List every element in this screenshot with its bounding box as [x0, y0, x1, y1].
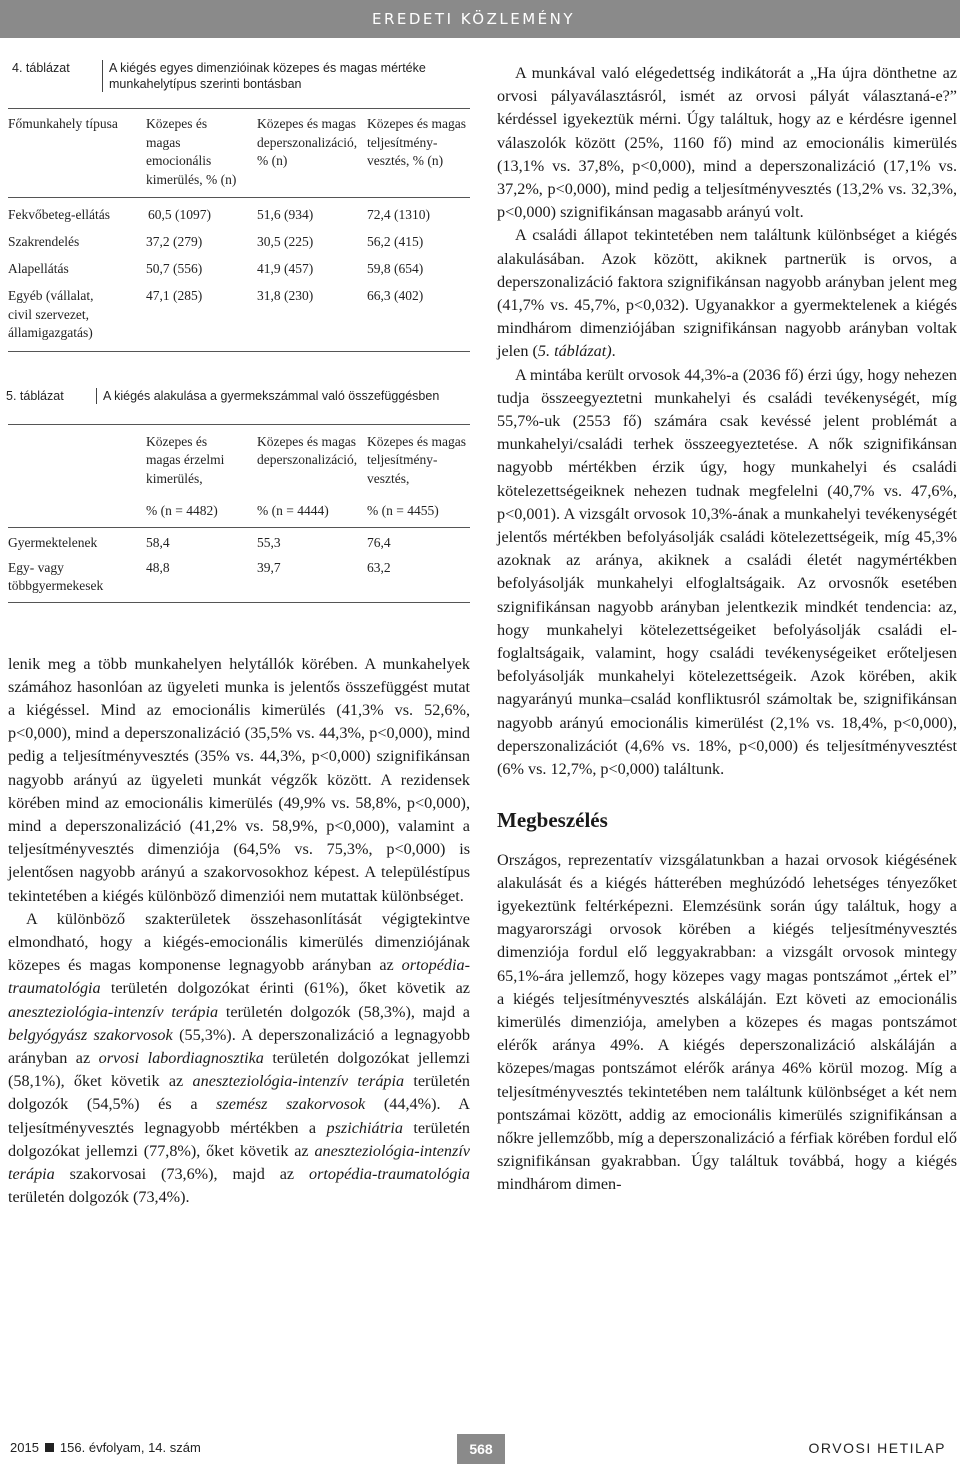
left-body-text	[8, 653, 470, 1210]
table4-header-cell: Közepes és magas teljesítményvesztés, % (n)	[367, 116, 466, 168]
italic-term: szemész szakorvosok	[216, 1095, 366, 1114]
table5-caption-text: A kiégés alakulása a gyermekszámmal való összefüggésben	[96, 388, 470, 404]
paragraph: A munkával való elégedettség indikátorát a „Ha újra dönthetne az orvosi pályaválasztásról, ismét az orvosi pályát választaná-e?” kérdéssel igyekeztük mérni. Úgy találtuk, hogy az e kérdésre igennel válaszolók között (25%, 1160 fő) mind az emocionális kimerülés (13,1% vs. 37,8%, p<0,000), mind a deperszonalizáció (17,1% vs. 37,2%, p<0,000), mind pedig a teljesítményvesztés (13,2% vs. 32,3%, p<0,000) szignifikánsan magasabb arányú volt.	[497, 64, 957, 222]
table4-caption-text: A kiégés egyes dimenzióinak közepes és magas mértéke munkahelytípus szerinti bontásban	[102, 60, 470, 92]
section-heading: Megbeszélés	[497, 808, 608, 833]
paragraph	[497, 224, 957, 363]
paragraph: A mintába került orvosok 44,3%-a (2036 fő) érzi úgy, hogy nehezen tudja összeegyeztetni munkahelyi és családi tevékenységét, míg 55,7%-uk (2553 fő) számára csak kevéssé jelent problémát a munkahelyi/családi terhek összeegyeztetése. A nők szignifikánsan nagyobb mértékben érzik úgy, hogy munkahelyi és családi kötelezettségeiknek nehezen tudnak megfelelni (40,7% vs. 47,6%, p<0,001). A vizsgált orvosok 10,3%-ának a munkahelyi tevékenységét jelentős mértékben befolyásolják családi kötelezettségeik, míg 45,3% azoknak az aránya, akiknek a családi életét nagymértékben befolyásolják munkahelyi elfoglaltságaik. Az orvosnők esetében szignifikánsan nagyobb arányban jelentkezik mindkét tendencia: az, hogy munkahelyi kötelezettségeiket befolyásolják családi elfoglaltságaik, valamint, hogy családi tevékenységeiket erőteljesen befolyásolják munkahelyi kötelezettségeik. Azok körében, akik nagyarányú munka–család konfliktusról számoltak be, szignifikánsan nagyobb arányú emocionális kimerülést (2,1% vs. 18,4%, p<0,000), deperszonalizációt (4,6% vs. 18%, p<0,000) és teljesítményvesztést (6% vs. 12,7%, p<0,000) találtunk.	[497, 365, 957, 779]
text-span: területén dolgozók (54,5%) és a	[8, 1072, 471, 1114]
table5-cell: 55,3	[257, 534, 281, 550]
table5-n-cell: % (n = 4482)	[146, 503, 218, 518]
section-header	[0, 0, 960, 38]
table5-cell: 76,4	[367, 534, 391, 550]
text-span: A családi állapot tekintetében nem találtunk különbséget a kiégés alakulásában. Azok között, akiknek partnerük is orvos, a deperszonalizáció faktora szignifikánsan nagyobb arányban jelent meg (41,7% vs. 45,7%, p<0,032). Ugyanakkor a gyermektelenek a kiégés mindhárom dimenziójában szignifikánsan nagyobb arányban voltak jelen (	[497, 226, 957, 361]
italic-term: ortopédia-traumatológia	[309, 1164, 470, 1183]
italic-term: orvosi labordiagnosztika	[98, 1048, 264, 1067]
text-span: területén dolgozókat jellemzi (58,1%), őket követik az	[8, 1048, 470, 1091]
paragraph: Országos, reprezentatív vizsgálatunkban a hazai orvosok kiégésének alakulását és a kiégés hátterében meghúzódó lehetséges tényezőket igyekeztünk feltérképezni. Elemzésünk során úgy találtuk, hogy a magyarországi orvosok körében a kiégés teljesítményvesztés dimenziója fordul elő leggyakrabban: a vizsgált orvosok mintegy 65,1%-ára jellemző, hogy közepes vagy magas pontszámot „értek el” a kiégés teljesítményvesztés alskáláján. Ezt követi az emocionális kimerülés dimenziója, amelyben a közepes és magas pontszámot elérők aránya 49%. A kiégés deperszonalizáció alskáláján a közepes/magas pontszámot elérők aránya 46% körül mozog. Míg a teljesítményvesztés tekintetében nem találtunk különbséget a két nem pontszámai között, addig az emocionális kimerülés szignifikánsan a nőkre jellemzőbb, míg a deperszonalizáció a férfiak körében fordul elő szignifikánsan gyakrabban. Úgy találtuk továbbá, hogy a kiégés mindhárom dimen-	[497, 850, 957, 1194]
table5-number: 5. táblázat	[6, 388, 64, 403]
paragraph	[8, 908, 470, 1210]
table4-cell: Egyéb (vállalat, civil szervezet, államigazgatás)	[8, 288, 94, 340]
page-footer	[0, 1434, 960, 1464]
table5-bottom-rule	[8, 602, 470, 603]
text-span: (55,3%). A deperszonalizáció a legnagyobb arányban az	[8, 1025, 470, 1067]
table4-cell: 41,9 (457)	[257, 261, 314, 276]
table4-cell: Fekvőbeteg-ellátás	[8, 207, 110, 222]
table4-cell: 60,5 (1097)	[148, 207, 211, 222]
footer-year: 2015	[10, 1440, 39, 1455]
table4-cell: 47,1 (285)	[146, 288, 203, 303]
table4	[8, 108, 470, 352]
table5-n-row	[8, 488, 470, 527]
table5-cell: 48,8	[146, 559, 170, 575]
table4-header-cell: Főmunkahely típusa	[8, 116, 118, 131]
text-span: területén dolgozók (58,3%), majd a	[218, 1002, 470, 1021]
square-bullet-icon	[45, 1443, 54, 1452]
italic-term: ortopédia-traumatológia	[8, 956, 470, 998]
table-row	[8, 198, 470, 233]
table4-cell: 51,6 (934)	[257, 207, 314, 222]
section-header-title: EREDETI KÖZLEMÉNY	[372, 10, 575, 28]
table5-n-cell	[8, 502, 146, 521]
table4-cell: Alapellátás	[8, 261, 69, 276]
table-row	[8, 528, 470, 559]
table-row	[8, 287, 470, 351]
text-span: .	[611, 342, 616, 361]
table5-header-cell: Közepes és magas teljesítményvesztés,	[367, 433, 466, 486]
table5-cell: 58,4	[146, 534, 170, 550]
table4-header-row	[8, 109, 470, 197]
table5-header-cell	[8, 433, 146, 489]
table4-cell: 31,8 (230)	[257, 288, 314, 303]
text-span: területén dolgozókat érinti (61%), őket követik az	[100, 979, 470, 998]
table5-header-cell: Közepes és magas érzelmi kimerülés,	[146, 433, 225, 486]
table4-header-cell: Közepes és magas emocionális kimerülés, % (n)	[146, 116, 237, 187]
table4-number: 4. táblázat	[12, 61, 70, 75]
table5-cell: 39,7	[257, 559, 281, 575]
italic-term: aneszteziológia-intenzív terápia	[192, 1072, 405, 1091]
page-number: 568	[457, 1434, 505, 1464]
table4-cell: 59,8 (654)	[367, 261, 424, 276]
table5-n-cell: % (n = 4455)	[367, 503, 439, 518]
table5-cell: Gyermektelenek	[8, 534, 98, 550]
left-column	[8, 60, 470, 1209]
italic-term: aneszteziológia-intenzív terápia	[8, 1002, 219, 1021]
table-reference: 5. táblázat)	[537, 342, 612, 361]
table-row	[8, 260, 470, 287]
table5	[8, 424, 470, 603]
italic-term: pszichiátria	[326, 1118, 403, 1137]
footer-issue	[10, 1440, 201, 1455]
right-column	[497, 62, 957, 1197]
table5-cell: 63,2	[367, 559, 391, 575]
table4-bottom-rule	[8, 351, 470, 352]
table4-caption	[12, 60, 470, 92]
table4-cell: 56,2 (415)	[367, 234, 424, 249]
table5-n-cell: % (n = 4444)	[257, 503, 329, 518]
table4-cell: 72,4 (1310)	[367, 207, 430, 222]
table4-header-cell: Közepes és magas deperszonalizáció, % (n)	[257, 116, 358, 168]
table4-cell: 30,5 (225)	[257, 234, 314, 249]
table5-caption	[6, 388, 470, 404]
text-span: területén dolgozók (73,4%).	[8, 1188, 190, 1207]
table5-header-row	[8, 425, 470, 489]
journal-name: ORVOSI HETILAP	[808, 1440, 946, 1456]
italic-term: aneszteziológia-intenzív terápia	[8, 1141, 470, 1183]
paragraph: lenik meg a több munkahelyen helytállók körében. A munkahelyek számához hasonlóan az ügyeleti munka is jelentős összefüggést mutat a kiégéssel. Mind az emocionális kimerülés (41,3% vs. 52,6%, p<0,000), mind a deperszonalizáció (35,5% vs. 44,3%, p<0,000), mind pedig a teljesítményvesztés (35% vs. 44,3%, p<0,000) szignifikánsan nagyobb arányú az ügyeleti munkát végzők között. A rezidensek körében mind az emocionális kimerülés (49,9% vs. 58,8%, p<0,000), mind a deperszonalizáció (41,2% vs. 58,9%, p<0,000), valamint a teljesítményvesztés dimenziója (64,5% vs. 75,3%, p<0,000) is jelentősen nagyobb arányú a szakorvosokhoz képest. A településtípus tekintetében a kiégés különböző dimenziói nem mutattak különbséget.	[8, 654, 470, 905]
table5-header-cell: Közepes és magas deperszonalizáció,	[257, 433, 358, 467]
table4-cell: 66,3 (402)	[367, 288, 424, 303]
table4-cell: 50,7 (556)	[146, 261, 203, 276]
table-row	[8, 233, 470, 260]
text-span: A különböző szakterületek összehasonlítását végigtekintve elmondható, hogy a kiégés-emocionális kimerülés dimenziójának közepes és magas komponense legnagyobb arányban az	[8, 909, 470, 975]
table-row	[8, 559, 470, 602]
table4-cell: Szakrendelés	[8, 234, 80, 249]
text-span: területén dolgozókat jellemzi (77,8%), őket követik az	[8, 1118, 470, 1160]
footer-volume: 156. évfolyam, 14. szám	[59, 1440, 201, 1455]
italic-term: belgyógyász szakorvosok	[8, 1025, 173, 1044]
table4-cell: 37,2 (279)	[146, 234, 203, 249]
text-span: szakorvosai (73,6%), majd az	[54, 1164, 310, 1183]
table5-cell: Egy- vagy többgyermekesek	[8, 559, 104, 593]
text-span: (44,4%). A teljesítményvesztés legnagyobb mértékben a	[8, 1095, 471, 1137]
